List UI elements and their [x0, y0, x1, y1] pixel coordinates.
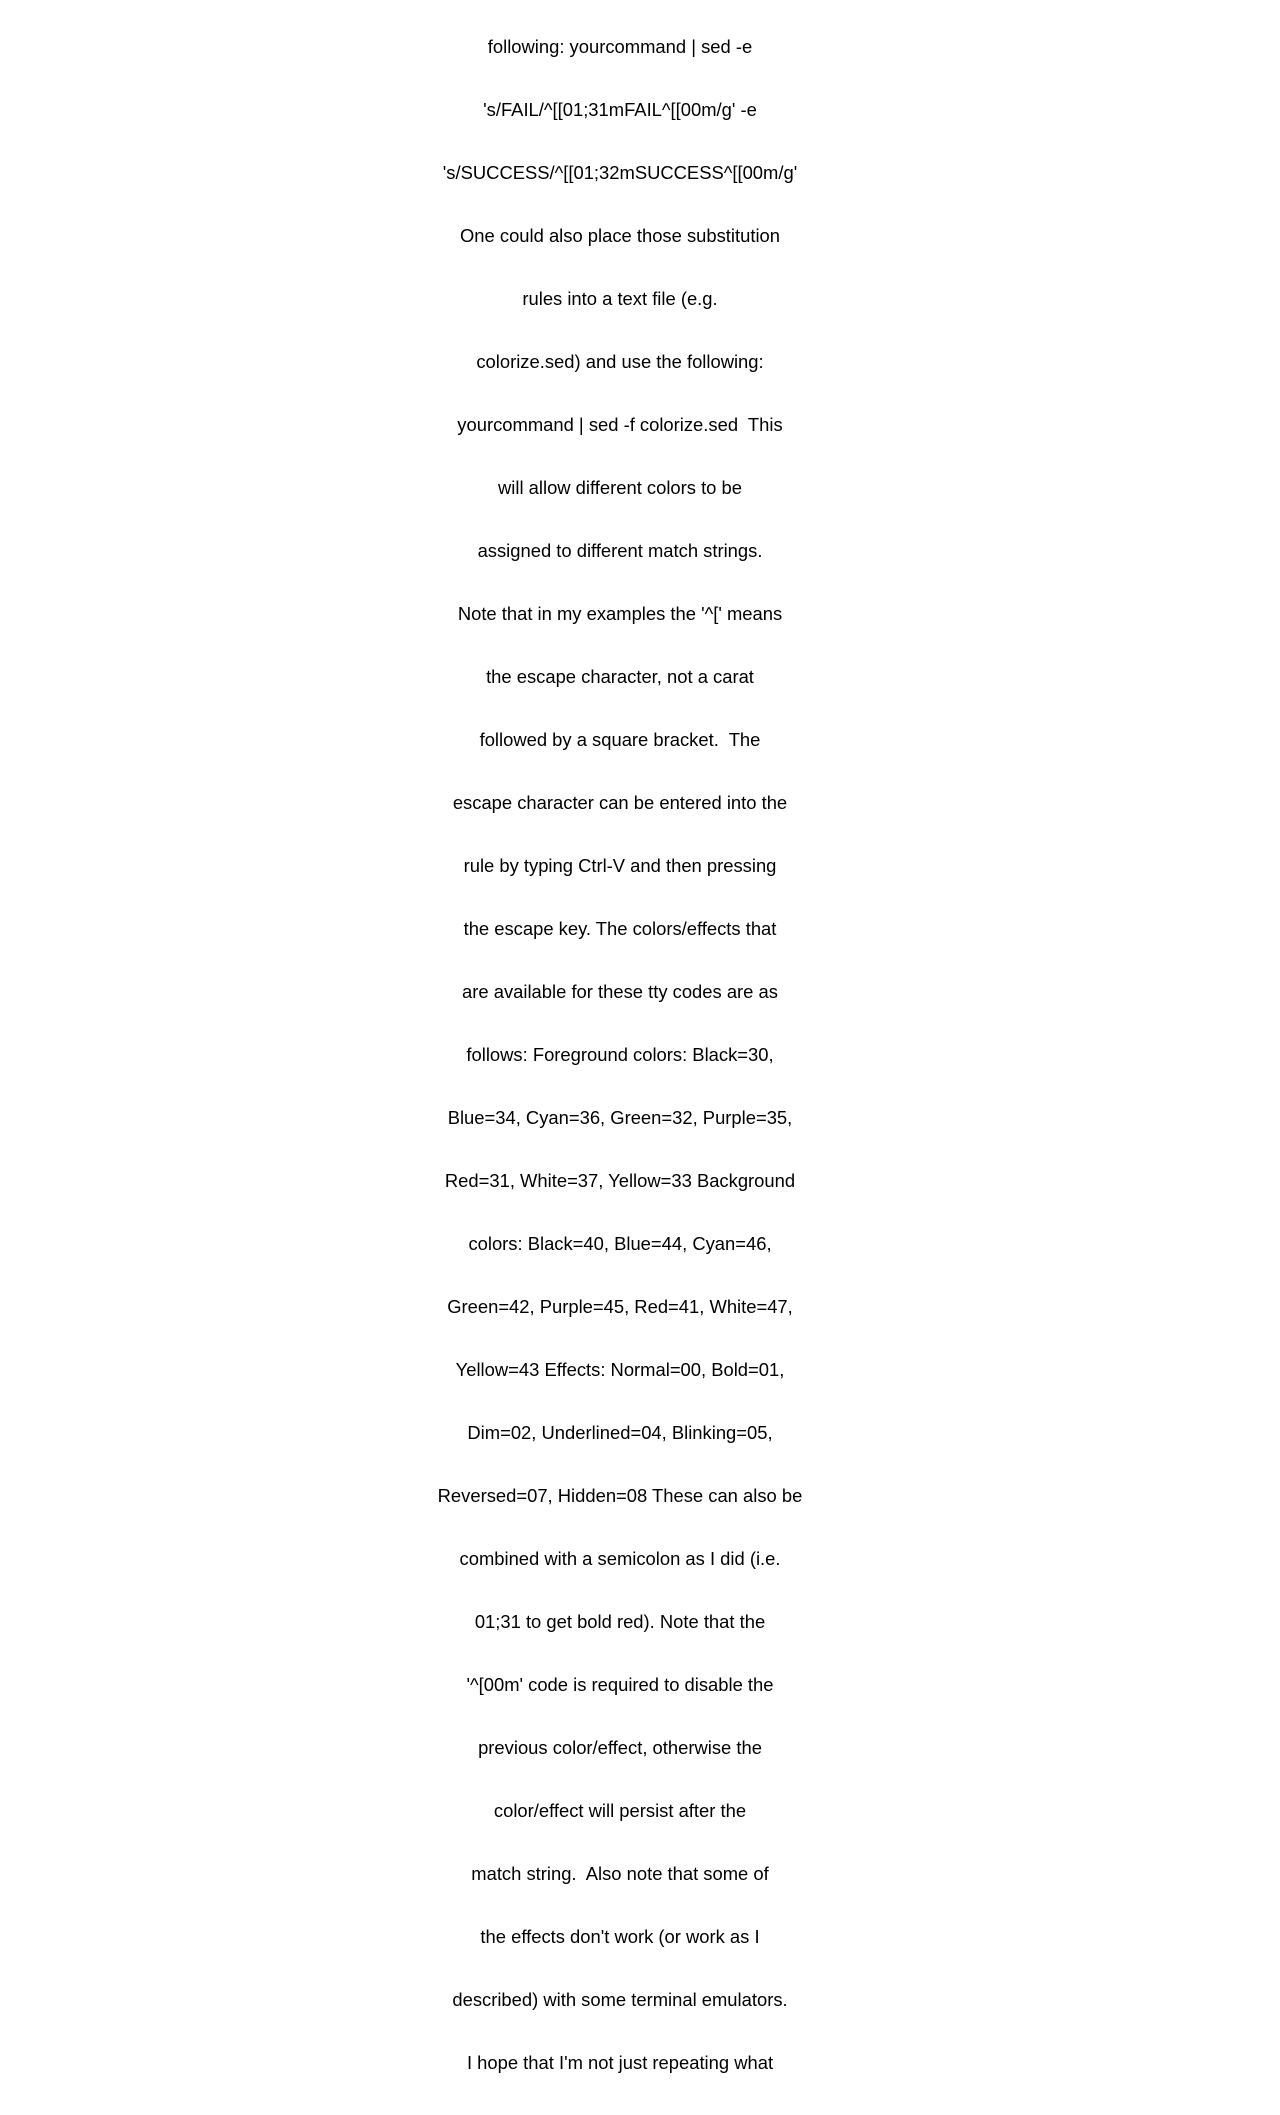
text-line: described) with some terminal emulators. — [452, 1989, 788, 2010]
text-line: Reversed=07, Hidden=08 These can also be — [437, 1485, 803, 1506]
text-line: match string. Also note that some of — [471, 1863, 769, 1884]
text-line: the escape key. The colors/effects that — [463, 918, 777, 939]
text-line: following: yourcommand | sed -e — [487, 36, 753, 57]
text-line: assigned to different match strings. — [477, 540, 763, 561]
text-line: follows: Foreground colors: Black=30, — [466, 1044, 774, 1065]
text-line: 's/SUCCESS/^[[01;32mSUCCESS^[[00m/g' — [442, 162, 798, 183]
text-line: rule by typing Ctrl-V and then pressing — [463, 855, 777, 876]
text-line: 's/FAIL/^[[01;31mFAIL^[[00m/g' -e — [483, 99, 757, 120]
text-line: will allow different colors to be — [498, 477, 742, 498]
text-line: colorize.sed) and use the following: — [476, 351, 764, 372]
document-text-column — [380, 0, 860, 2115]
text-line: combined with a semicolon as I did (i.e. — [459, 1548, 781, 1569]
text-line: Note that in my examples the '^[' means — [457, 603, 783, 624]
text-line: Yellow=43 Effects: Normal=00, Bold=01, — [455, 1359, 785, 1380]
text-line: One could also place those substitution — [460, 225, 780, 246]
text-line: color/effect will persist after the — [493, 1800, 747, 1821]
text-line: escape character can be entered into the — [452, 792, 788, 813]
text-line: Green=42, Purple=45, Red=41, White=47, — [447, 1296, 793, 1317]
text-line: I hope that I'm not just repeating what — [466, 2052, 774, 2073]
text-line: the effects don't work (or work as I — [480, 1926, 760, 1947]
text-line: rules into a text file (e.g. — [522, 288, 718, 309]
text-line: followed by a square bracket. The — [479, 729, 761, 750]
text-line: yourcommand | sed -f colorize.sed This — [457, 414, 783, 435]
text-line: Dim=02, Underlined=04, Blinking=05, — [467, 1422, 773, 1443]
text-line: the escape character, not a carat — [486, 666, 754, 687]
text-line: 01;31 to get bold red). Note that the — [474, 1611, 766, 1632]
text-line: previous color/effect, otherwise the — [478, 1737, 762, 1758]
text-line: Red=31, White=37, Yellow=33 Background — [444, 1170, 796, 1191]
text-line: colors: Black=40, Blue=44, Cyan=46, — [468, 1233, 772, 1254]
text-line: are available for these tty codes are as — [462, 981, 778, 1002]
text-line: '^[00m' code is required to disable the — [466, 1674, 774, 1695]
text-line: Blue=34, Cyan=36, Green=32, Purple=35, — [447, 1107, 793, 1128]
